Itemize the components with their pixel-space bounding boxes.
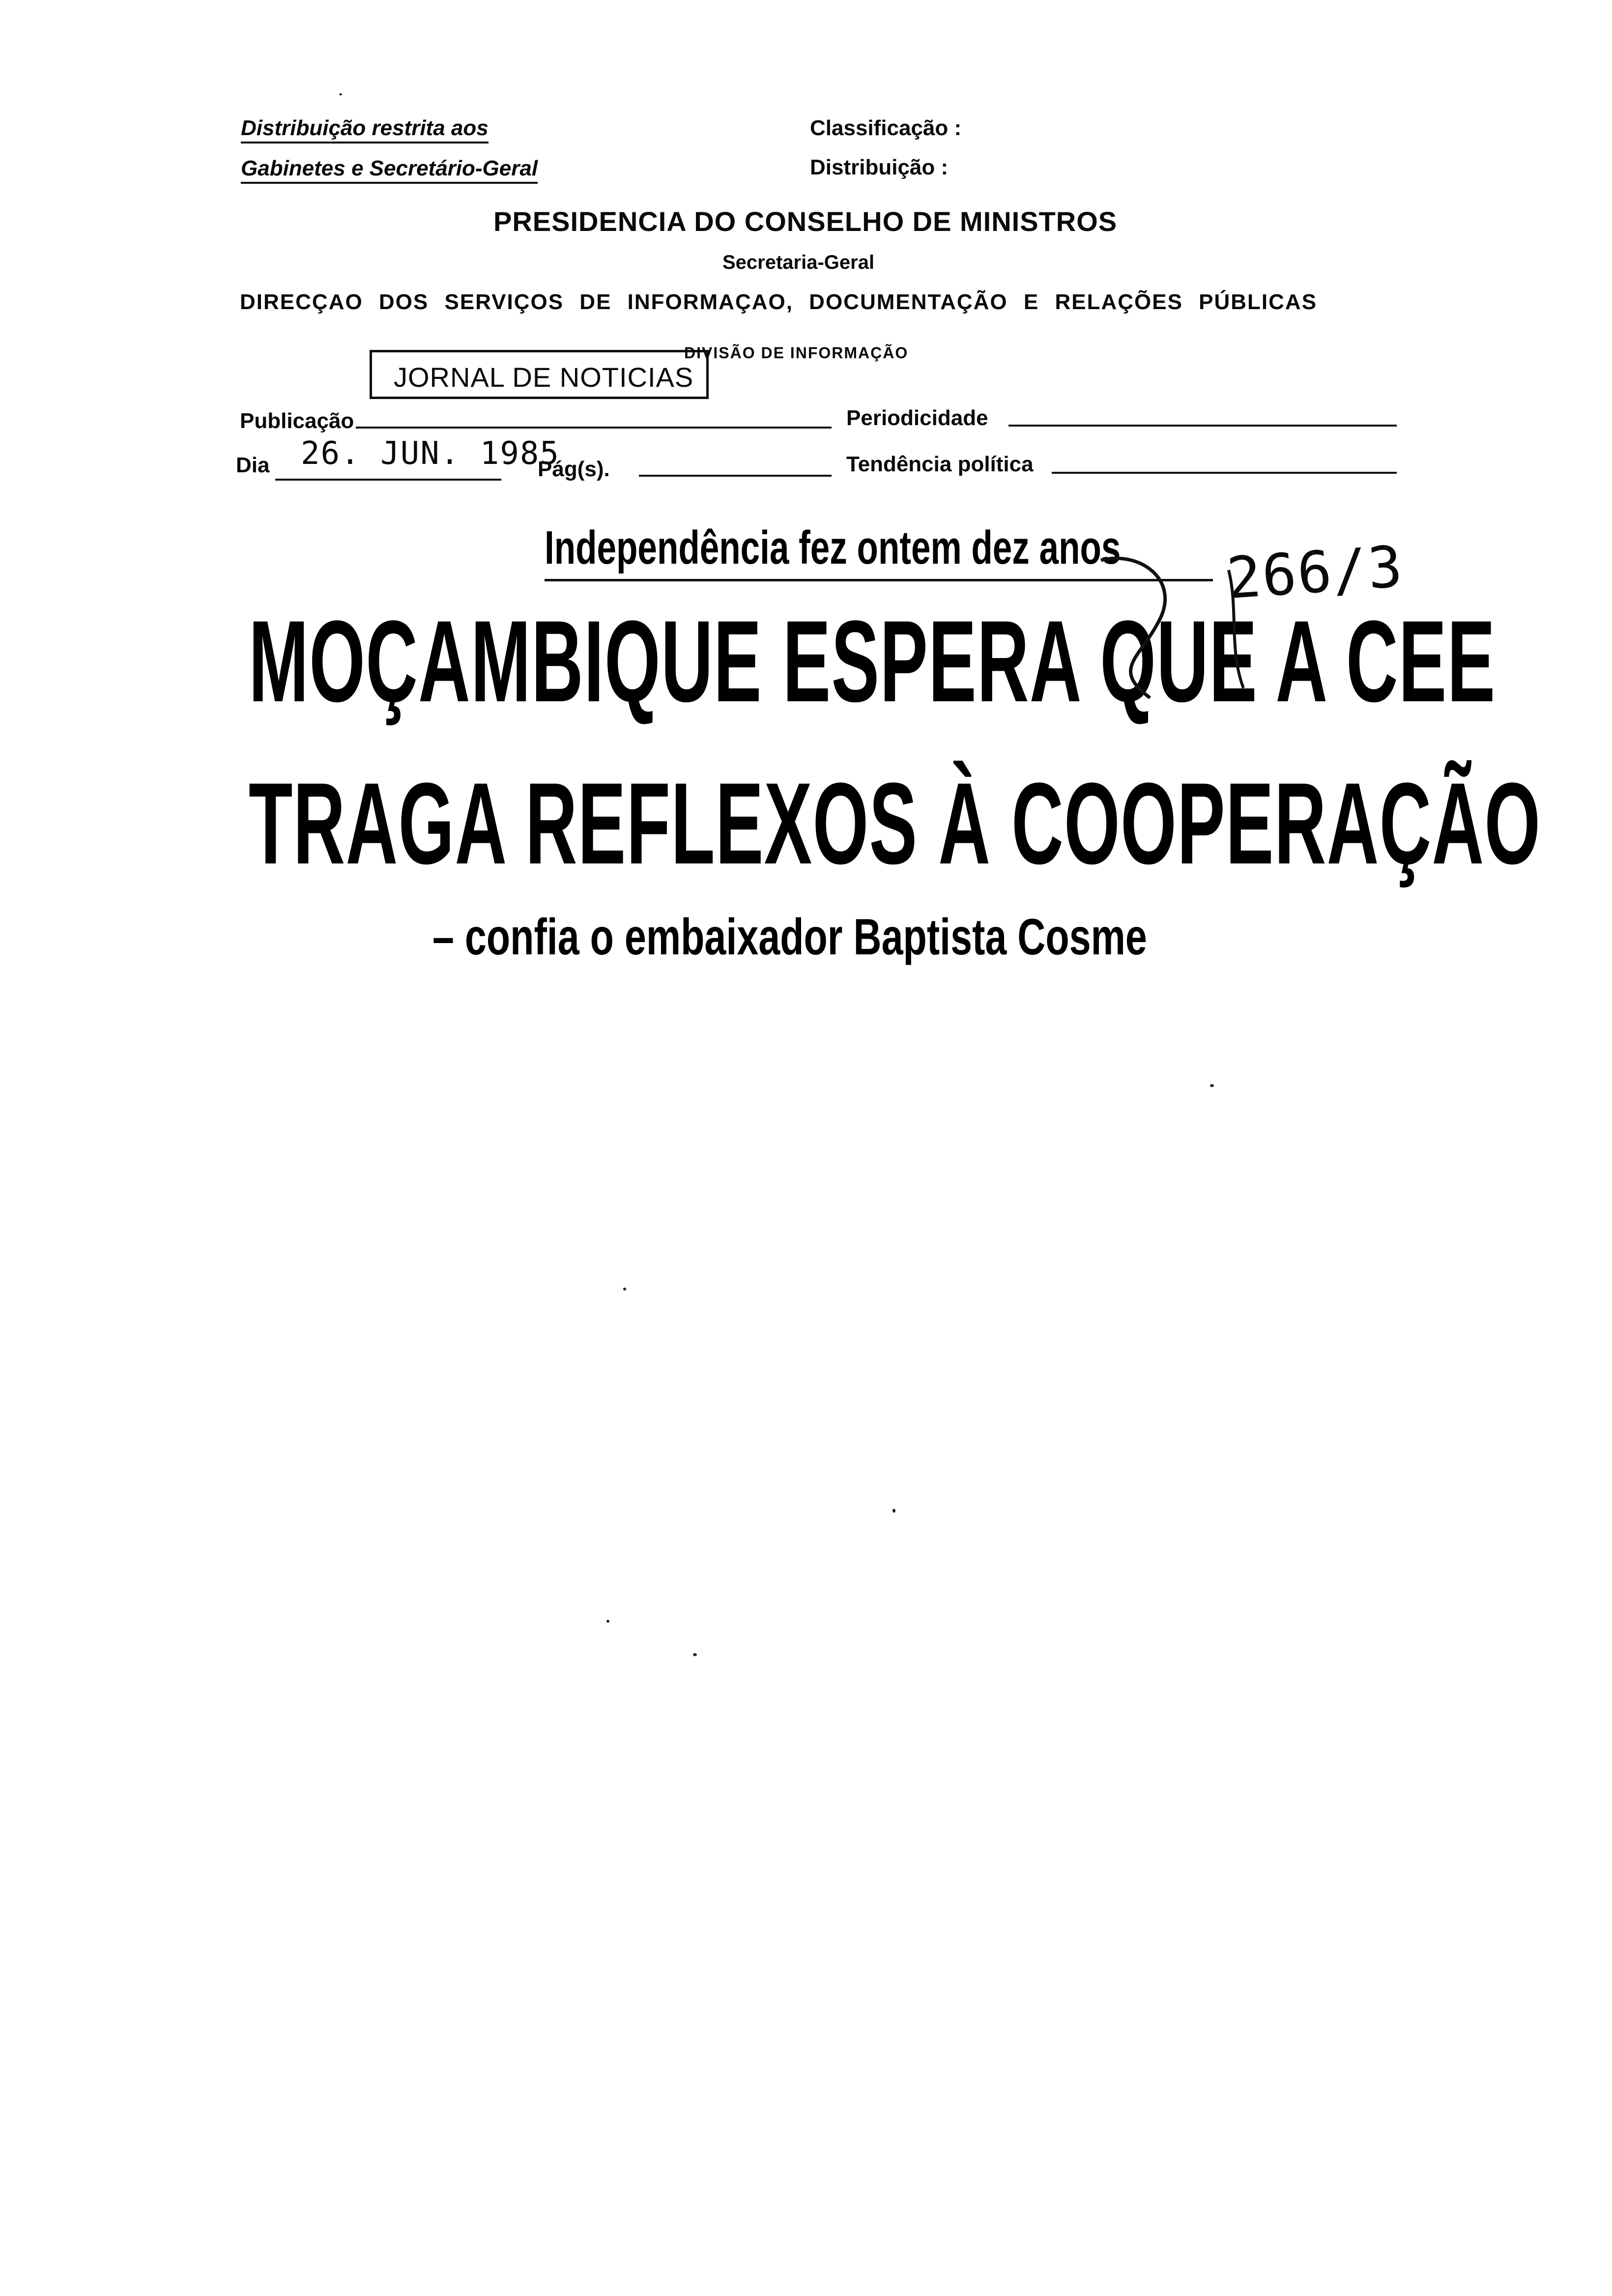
pags-label: Pág(s). — [538, 457, 610, 481]
handwritten-scribble — [1081, 541, 1327, 718]
tendencia-label: Tendência política — [846, 452, 1034, 476]
dia-label: Dia — [236, 453, 270, 477]
secretaria-geral: Secretaria-Geral — [722, 252, 875, 273]
pags-field-line — [639, 475, 832, 477]
dia-value: 26. JUN. 1985 — [301, 435, 560, 472]
periodicidade-field-line — [1008, 425, 1397, 427]
article-kicker: Independência fez ontem dez anos — [545, 521, 1121, 574]
scan-speck — [693, 1653, 697, 1656]
tendencia-field-line — [1052, 472, 1397, 474]
publicacao-field-line — [356, 427, 832, 429]
headline-line1: MOÇAMBIQUE ESPERA QUE A CEE — [249, 597, 1496, 726]
newspaper-stamp — [370, 350, 709, 399]
dia-field-line — [275, 479, 501, 481]
restricted-distribution-line2: Gabinetes e Secretário-Geral — [241, 156, 538, 184]
scan-speck — [623, 1288, 626, 1291]
handwritten-reference: 266/3 — [1224, 533, 1406, 612]
newspaper-name: JORNAL DE NOTICIAS — [394, 362, 694, 393]
periodicidade-label: Periodicidade — [846, 406, 988, 430]
publicacao-label: Publicação — [240, 409, 354, 433]
scan-speck — [892, 1509, 895, 1513]
restricted-distribution-line1: Distribuição restrita aos — [241, 116, 489, 144]
division-label: DIVISÃO DE INFORMAÇÃO — [684, 344, 909, 362]
scan-speck — [339, 93, 342, 95]
article-byline: – confia o embaixador Baptista Cosme — [432, 909, 1147, 966]
classificacao-label: Classificação : — [810, 116, 962, 140]
scan-speck — [606, 1620, 609, 1623]
presidency-title: PRESIDENCIA DO CONSELHO DE MINISTROS — [493, 206, 1118, 237]
headline-line2: TRAGA REFLEXOS À COOPERAÇÃO — [249, 759, 1541, 889]
scan-speck — [1210, 1084, 1214, 1087]
distribuicao-label: Distribuição : — [810, 155, 949, 179]
directorate-title: DIRECÇAO DOS SERVIÇOS DE INFORMAÇAO, DOCUMENTAÇÃO E RELAÇÕES PÚBLICAS — [240, 290, 1318, 314]
